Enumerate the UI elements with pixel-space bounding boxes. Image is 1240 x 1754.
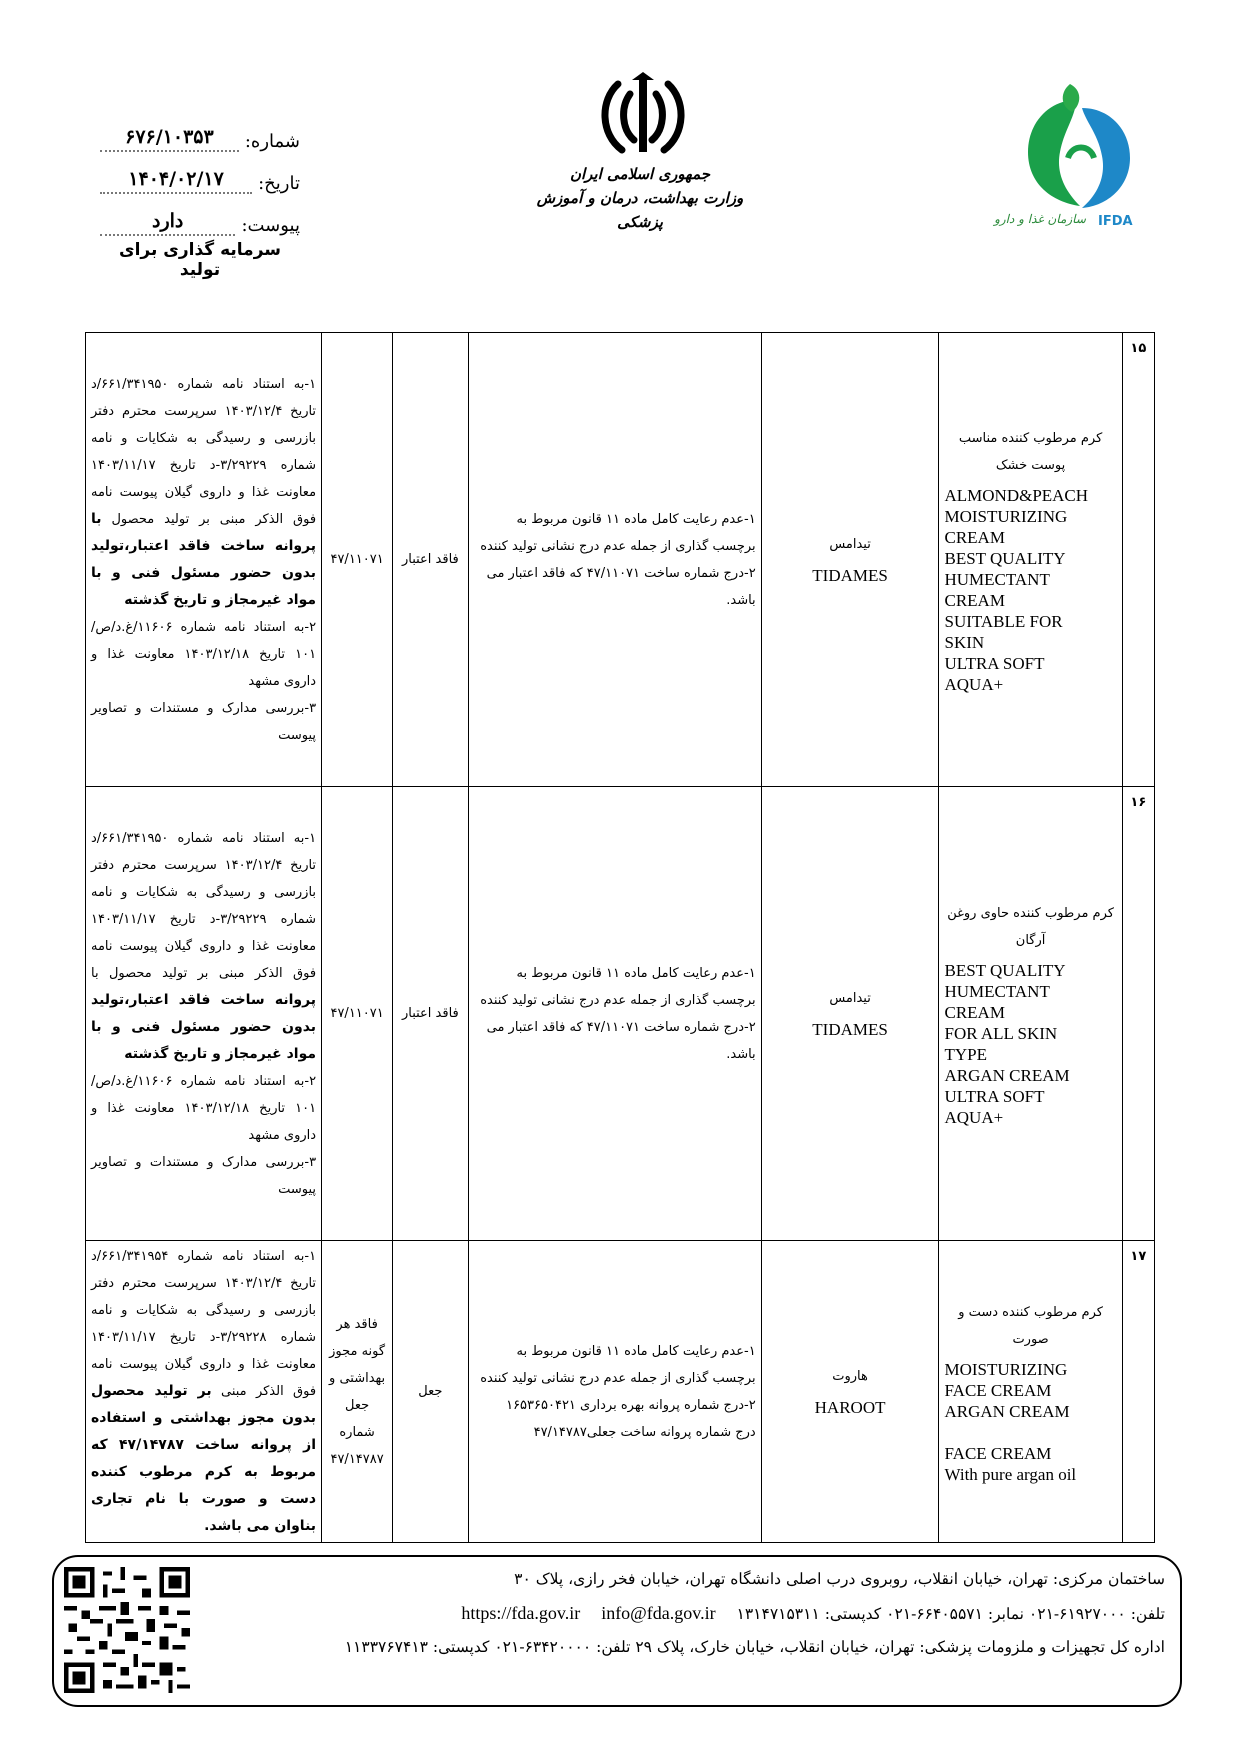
table-row	[86, 787, 1155, 1241]
product-name-fa: کرم مرطوب کننده دست و صورت	[958, 1304, 1103, 1347]
brand-name-fa: تیدامس	[829, 990, 871, 1006]
footer-medical-office: اداره کل تجهیزات و ملزومات پزشکی: تهران، خیابان انقلاب، خیابان خارک، پلاک ۲۹ تلفن: ۶۳۴۲۰۰۰۰-۰۲۱ کدپستی: ۱۱۳۳۷۶۷۴۱۳	[344, 1638, 1165, 1656]
reference-text: ۱-به استناد نامه شماره ۶۶۱/۳۴۱۹۵۰/د تاریخ ۱۴۰۳/۱۲/۴ سرپرست محترم دفتر بازرسی و رسیدگی به شکایات و نامه شماره ۳/۲۹۲۲۹-د تاریخ ۱۴۰۳/۱۱/۱۷ معاونت غذا و داروی گیلان پیوست نامه فوق الذکر مبنی بر تولید محصول با	[91, 830, 317, 981]
letter-number	[100, 110, 300, 152]
footer-website[interactable]: https://fda.gov.ir	[461, 1603, 581, 1623]
brand-cell	[761, 787, 939, 1241]
reference-bold-text: با پروانه ساخت فاقد اعتبار،تولید بدون حضور مسئول فنی و با مواد غیرمجاز و تاریخ گذشته	[91, 510, 317, 608]
reference-text: ۱-به استناد نامه شماره ۶۶۱/۳۴۱۹۵۴/د تاریخ ۱۴۰۳/۱۲/۴ سرپرست محترم دفتر بازرسی و رسیدگی به شکایات و نامه شماره ۳/۲۹۲۲۸-د تاریخ ۱۴۰۳/۱۱/۱۷ معاونت غذا و داروی گیلان پیوست نامه فوق الذکر مبنی	[91, 1249, 317, 1399]
iran-emblem-icon	[588, 72, 698, 162]
action-cell: فاقد اعتبار	[393, 333, 468, 787]
letter-meta	[100, 110, 300, 236]
violation-item: درج شماره پروانه ساخت جعلی۴۷/۱۴۷۸۷	[533, 1424, 756, 1440]
footer-text	[205, 1562, 1165, 1664]
letter-slogan: سرمایه گذاری برای تولید	[119, 240, 281, 280]
ifda-name-fa: سازمان غذا و دارو	[994, 212, 1086, 226]
product-name-en: MOISTURIZING FACE CREAM ARGAN CREAM FACE CREAM With pure argan oil	[944, 1359, 1077, 1484]
violation-item: ۲-درج شماره ساخت ۴۷/۱۱۰۷۱ که فاقد اعتبار می باشد.	[486, 565, 756, 608]
letter-attachment-label: پیوست:	[241, 215, 300, 236]
license-cell: فاقد هر گونه مجوز بهداشتی و جعل شماره ۴۷/۱۴۷۸۷	[322, 1241, 393, 1543]
reference-text: ۲-به استناد نامه شماره ۱۱۶۰۶/غ.د/ص/۱۰۱ تاریخ ۱۴۰۳/۱۲/۱۸ معاونت غذا و داروی مشهد	[91, 619, 317, 689]
reference-bold-text: بر تولید محصول بدون مجوز بهداشتی و استفاده از پروانه ساخت ۴۷/۱۴۷۸۷ که مربوط به کرم مرطوب کننده دست و صورت با نام تجاری بناوان می باشد.	[91, 1383, 317, 1534]
footer-email[interactable]: info@fda.gov.ir	[601, 1603, 716, 1623]
product-cell	[939, 787, 1122, 1241]
brand-name-en: TIDAMES	[812, 565, 888, 585]
violation-item: ۱-عدم رعایت کامل ماده ۱۱ قانون مربوط به برچسب گذاری از جمله عدم درج نشانی تولید کننده	[480, 1343, 756, 1386]
product-name-fa: کرم مرطوب کننده حاوی روغن آرگان	[947, 905, 1114, 948]
brand-cell	[761, 1241, 939, 1543]
letter-date-value: ۱۴۰۴/۰۲/۱۷	[100, 168, 252, 194]
footer-phones: تلفن: ۶۱۹۲۷۰۰۰-۰۲۱ نمابر: ۶۶۴۰۵۵۷۱-۰۲۱ کدپستی: ۱۳۱۴۷۱۵۳۱۱	[736, 1605, 1165, 1623]
violation-cell	[468, 1241, 761, 1543]
reference-text: ۳-بررسی مدارک و مستندات و تصاویر پیوست	[91, 700, 317, 743]
violation-item: ۱-عدم رعایت کامل ماده ۱۱ قانون مربوط به برچسب گذاری از جمله عدم درج نشانی تولید کننده	[480, 511, 756, 554]
letter-date	[100, 152, 300, 194]
letter-attachment-value: دارد	[100, 210, 235, 236]
footer-address: ساختمان مرکزی: تهران، خیابان انقلاب، روبروی درب اصلی دانشگاه تهران، خیابان فخر رازی، پلاک ۳۰	[514, 1570, 1165, 1588]
violation-cell	[468, 787, 761, 1241]
brand-name-fa: تیدامس	[829, 536, 871, 552]
reference-cell	[86, 333, 322, 787]
brand-name-en: TIDAMES	[812, 1019, 888, 1039]
brand-name-fa: هاروت	[832, 1368, 868, 1384]
row-number: ۱۵	[1122, 333, 1154, 787]
license-cell: ۴۷/۱۱۰۷۱	[322, 333, 393, 787]
brand-cell	[761, 333, 939, 787]
ifda-name-en: IFDA	[1098, 214, 1133, 229]
violation-item: ۲-درج شماره پروانه بهره برداری ۱۶۵۳۶۵۰۴۲۱	[506, 1397, 756, 1413]
violation-item: ۱-عدم رعایت کامل ماده ۱۱ قانون مربوط به برچسب گذاری از جمله عدم درج نشانی تولید کننده	[480, 965, 756, 1008]
reference-text: ۱-به استناد نامه شماره ۶۶۱/۳۴۱۹۵۰/د تاریخ ۱۴۰۳/۱۲/۴ سرپرست محترم دفتر بازرسی و رسیدگی به شکایات و نامه شماره ۳/۲۹۲۲۹-د تاریخ ۱۴۰۳/۱۱/۱۷ معاونت غذا و داروی گیلان پیوست نامه فوق الذکر مبنی بر تولید محصول	[91, 376, 317, 527]
letter-attachment	[100, 194, 300, 236]
letter-date-label: تاریخ:	[258, 173, 300, 194]
reference-text: ۲-به استناد نامه شماره ۱۱۶۰۶/غ.د/ص/۱۰۱ تاریخ ۱۴۰۳/۱۲/۱۸ معاونت غذا و داروی مشهد	[91, 1073, 317, 1143]
reference-text: ۳-بررسی مدارک و مستندات و تصاویر پیوست	[91, 1154, 317, 1197]
action-cell: فاقد اعتبار	[393, 787, 468, 1241]
license-cell: ۴۷/۱۱۰۷۱	[322, 787, 393, 1241]
reference-bold-text: پروانه ساخت فاقد اعتبار،تولید بدون حضور مسئول فنی و با مواد غیرمجاز و تاریخ گذشته	[91, 991, 317, 1062]
violation-item: ۲-درج شماره ساخت ۴۷/۱۱۰۷۱ که فاقد اعتبار می باشد.	[486, 1019, 756, 1062]
footer-contact	[205, 1596, 1165, 1630]
table-row	[86, 1241, 1155, 1543]
product-cell	[939, 1241, 1122, 1543]
ministry-line-2: وزارت بهداشت، درمان و آموزش پزشکی	[536, 189, 744, 231]
brand-name-en: HAROOT	[814, 1397, 886, 1417]
product-cell	[939, 333, 1122, 787]
qr-code-icon	[64, 1567, 190, 1693]
action-cell: جعل	[393, 1241, 468, 1543]
row-number: ۱۶	[1122, 787, 1154, 1241]
letter-number-value: ۶۷۶/۱۰۳۵۳	[100, 126, 239, 152]
reference-cell	[86, 1241, 322, 1543]
letter-number-label: شماره:	[244, 131, 300, 152]
violations-table	[85, 332, 1155, 1543]
row-number: ۱۷	[1122, 1241, 1154, 1543]
table-row	[86, 333, 1155, 787]
product-name-fa: کرم مرطوب کننده مناسب پوست خشک	[958, 430, 1103, 473]
reference-cell	[86, 787, 322, 1241]
product-name-en: BEST QUALITY HUMECTANT CREAM FOR ALL SKIN TYPE ARGAN CREAM ULTRA SOFT AQUA+	[944, 960, 1070, 1127]
ministry-line-1: جمهوری اسلامی ایران	[569, 165, 711, 183]
product-name-en: ALMOND&PEACH MOISTURIZING CREAM BEST QUALITY HUMECTANT CREAM SUITABLE FOR SKIN ULTRA SOFT AQUA+	[944, 485, 1089, 694]
violation-cell	[468, 333, 761, 787]
ministry-name	[520, 162, 760, 234]
